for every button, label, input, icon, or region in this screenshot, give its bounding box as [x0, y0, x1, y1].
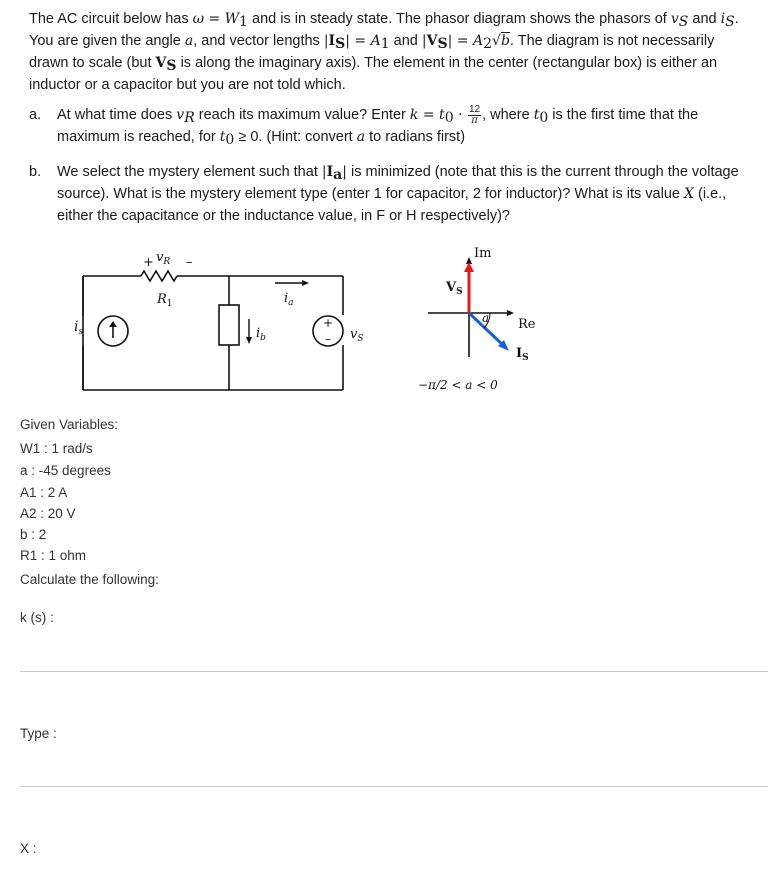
given-var-a: a : -45 degrees — [20, 463, 111, 478]
angle-label: a — [482, 311, 490, 325]
part-b-label: b. — [29, 164, 42, 180]
given-heading: Given Variables: — [20, 417, 119, 432]
type-answer-label: Type : — [20, 726, 57, 741]
part-a-text: At what time does $v_R$ reach its maximum value? Enter $k = t_0$ · $\frac{12}{\pi}$ , where $t_0$ is the first time that the maximum is reached, for $t_0 \ge 0$. (Hint: convert a to radians first) — [57, 103, 699, 148]
x-answer-label: X : — [20, 841, 37, 856]
part-a-label: a. — [29, 107, 42, 123]
given-var-a2: A2 : 20 V — [20, 506, 76, 521]
im-label: Im — [474, 246, 492, 261]
re-label: Re — [518, 317, 536, 332]
problem-intro: The AC circuit below has $\omega = W_1$ and is in steady state. The phasor diagram shows the phasors of $v_S$ and $i_S$. You are given the angle a, and vector lengths $|I_S| = A_1$ and $|V_S| = A_2√b$. The diagram is not necessarily drawn to scale (but $V_S$ is along the imaginary axis). The element in the center (rectangular box) is either an inductor or a capacitor but you are not told which. — [29, 11, 739, 93]
given-var-b: b : 2 — [20, 527, 47, 542]
calc-heading: Calculate the following: — [20, 572, 159, 587]
vs-minus: – — [325, 332, 331, 346]
vr-plus: + — [143, 255, 154, 270]
k-answer-field[interactable] — [20, 671, 768, 672]
part-b-text: We select the mystery element such that $|I_a|$ is minimized (note that this is the current through the voltage source). What is the mystery element type (enter 1 for capacitor, 2 for inductor)? What is its value X (i.e., either the capacitance or the inductance value, in F or H respectively)? — [57, 164, 739, 224]
given-var-r1: R1 : 1 ohm — [20, 548, 87, 563]
ia-label: $i_a$ — [284, 291, 294, 308]
phasor-diagram — [418, 246, 536, 392]
vs-phasor-label: $V_S$ — [446, 280, 463, 297]
r1-label: $R_1$ — [157, 292, 173, 309]
vr-minus: – — [186, 255, 193, 270]
type-answer-field[interactable] — [20, 786, 768, 787]
is-phasor-label: $I_S$ — [516, 346, 529, 363]
given-var-w1: W1 : 1 rad/s — [20, 441, 93, 456]
angle-range: −π/2 < a < 0 — [418, 378, 498, 392]
vs-plus: + — [322, 316, 334, 330]
k-answer-label: k (s) : — [20, 610, 54, 625]
is-label: $i_s$ — [74, 319, 84, 337]
mystery-element-box — [219, 305, 239, 345]
ib-label: $i_b$ — [256, 326, 266, 343]
vs-label: $v_S$ — [350, 327, 364, 344]
fraction-12-over-pi: $\frac{12}{\pi}$ — [468, 103, 481, 126]
vr-label: $v_R$ — [156, 250, 171, 267]
given-var-a1: A1 : 2 A — [20, 485, 68, 500]
